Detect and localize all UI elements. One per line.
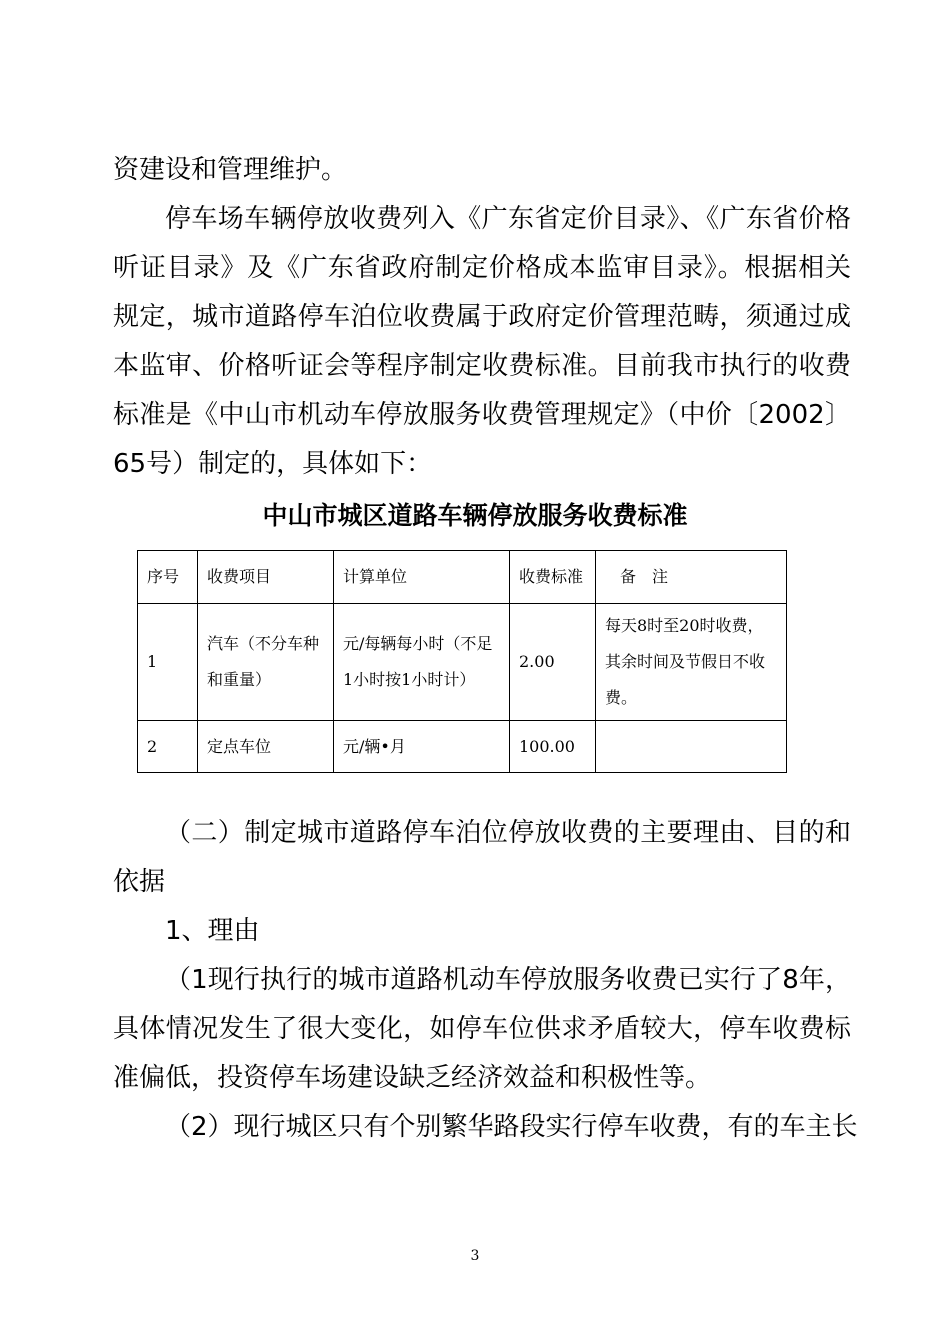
- header-cell-standard: 收费标准: [510, 551, 596, 604]
- table-row: [138, 721, 787, 773]
- header-cell-item: 收费项目: [198, 551, 334, 604]
- cell-index: 2: [138, 721, 198, 773]
- cell-unit: 元/每辆每小时（不足1小时按1小时计）: [334, 604, 510, 721]
- header-cell-remark: 备 注: [596, 551, 787, 604]
- reason-item-1: （1现行执行的城市道路机动车停放服务收费已实行了8年，具体情况发生了很大变化，如停车位供求矛盾较大，停车收费标准偏低，投资停车场建设缺乏经济效益和积极性等。: [113, 965, 851, 1093]
- cell-remark: 每天8时至20时收费，其余时间及节假日不收费。: [596, 604, 787, 721]
- cell-item: 定点车位: [198, 721, 334, 773]
- paragraph-fee-catalog: 停车场车辆停放收费列入《广东省定价目录》、《广东省价格听证目录》及《广东省政府制定价格成本监审目录》。根据相关规定，城市道路停车泊位收费属于政府定价管理范畴，须通过成本监审、价格听证会等程序制定收费标准。目前我市执行的收费标准是《中山市机动车停放服务收费管理规定》（中价〔2002〕65号）制定的，具体如下：: [113, 204, 851, 479]
- paragraph-continuation: 资建设和管理维护。: [113, 155, 348, 185]
- table-title: 中山市城区道路车辆停放服务收费标准: [262, 501, 688, 530]
- subheading-reason: 1、理由: [165, 916, 260, 946]
- cell-standard: 2.00: [510, 604, 596, 721]
- reason-item-2: （2）现行城区只有个别繁华路段实行停车收费，有的车主长: [165, 1112, 858, 1142]
- fee-standard-table: [137, 550, 787, 773]
- header-cell-index: 序号: [138, 551, 198, 604]
- page-number: 3: [470, 1248, 480, 1264]
- header-cell-unit: 计算单位: [334, 551, 510, 604]
- cell-unit: 元/辆•月: [334, 721, 510, 773]
- table-row: [138, 604, 787, 721]
- table-header-row: [138, 551, 787, 604]
- cell-standard: 100.00: [510, 721, 596, 773]
- cell-remark: [596, 721, 787, 773]
- section-heading-2: （二）制定城市道路停车泊位停放收费的主要理由、目的和依据: [113, 818, 851, 897]
- cell-index: 1: [138, 604, 198, 721]
- cell-item: 汽车（不分车种和重量）: [198, 604, 334, 721]
